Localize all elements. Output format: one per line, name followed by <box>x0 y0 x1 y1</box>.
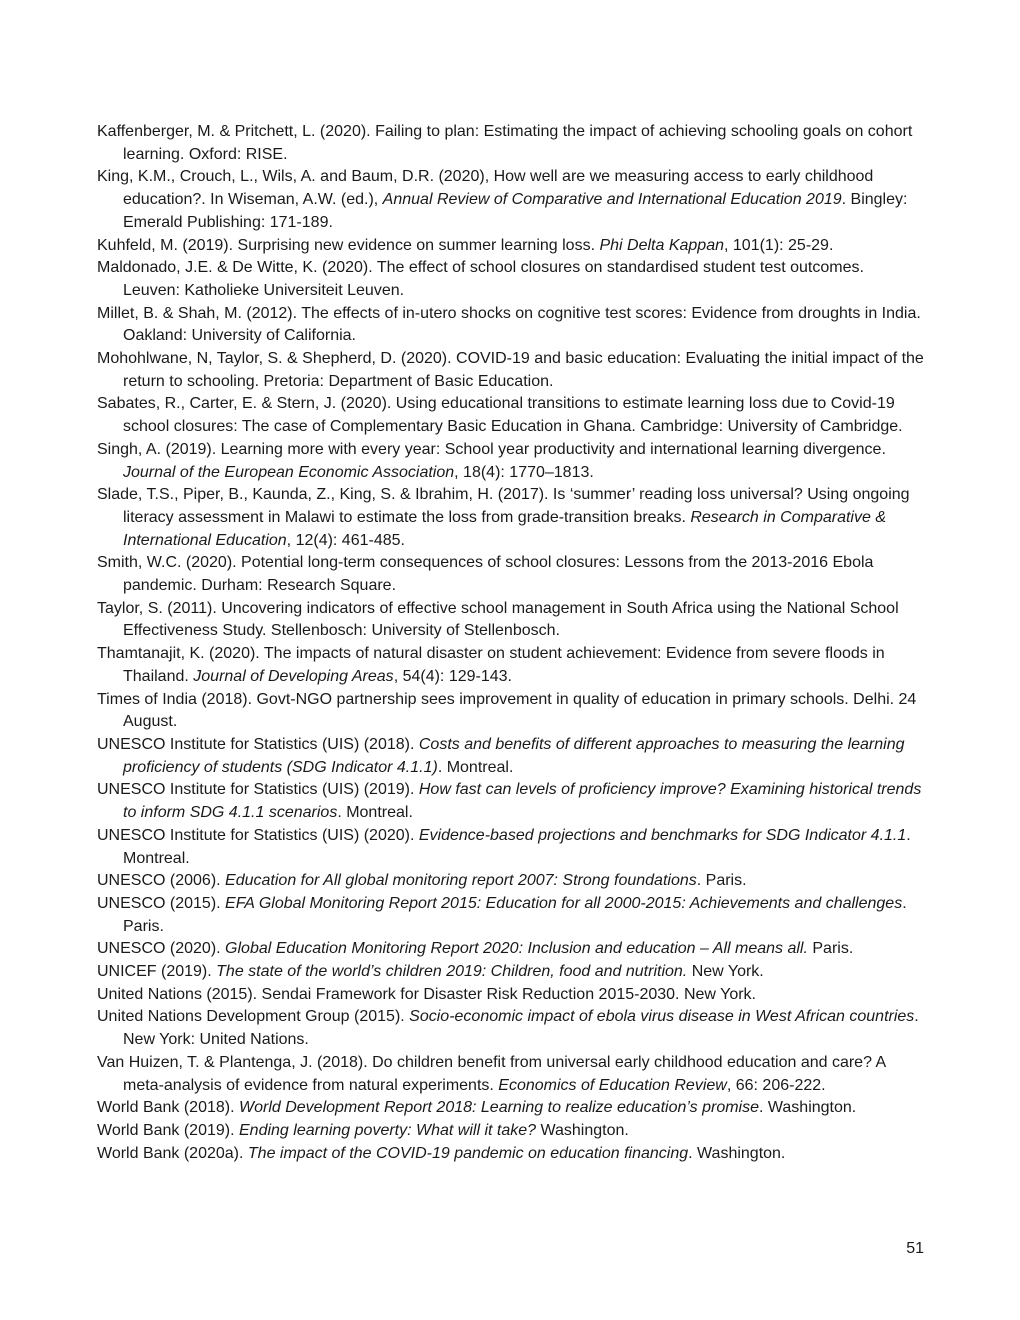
reference-text: Mohohlwane, N, Taylor, S. & Shepherd, D. (2020). COVID-19 and basic education: Evaluating the initial impact of the return to schooling. Pretoria: Department of Basic Education. <box>97 350 924 390</box>
reference-text: Van Huizen, T. & Plantenga, J. (2018). Do children benefit from universal early childhood education and care? A meta-analysis of evidence from natural experiments. <box>97 1053 886 1094</box>
reference-entry <box>97 393 925 438</box>
reference-list <box>97 121 925 1165</box>
reference-entry <box>97 166 925 234</box>
reference-title-italic: Journal of Developing Areas <box>193 667 394 685</box>
reference-text: . Montreal. <box>123 826 911 867</box>
reference-title-italic: Annual Review of Comparative and International Education 2019 <box>382 191 842 209</box>
reference-entry <box>97 257 925 302</box>
reference-title-italic: Education for All global monitoring report 2007: Strong foundations <box>225 872 697 890</box>
reference-text: UNESCO (2020). <box>97 940 226 958</box>
reference-title-italic: Evidence-based projections and benchmarks for SDG Indicator 4.1.1 <box>418 826 907 844</box>
reference-text: Sabates, R., Carter, E. & Stern, J. (2020). Using educational transitions to estimate learning loss due to Covid-19 school closures: The case of Complementary Basic Education in Ghana. Cambridge: University of Cambridge. <box>97 395 903 436</box>
reference-title-italic: Economics of Education Review <box>498 1076 727 1094</box>
reference-text: World Bank (2020a). <box>97 1144 248 1162</box>
reference-text: UNESCO (2015). <box>97 894 226 912</box>
reference-title-italic: EFA Global Monitoring Report 2015: Education for all 2000-2015: Achievements and challenges <box>225 894 903 912</box>
reference-entry <box>97 1097 925 1120</box>
reference-text: Slade, T.S., Piper, B., Kaunda, Z., King, S. & Ibrahim, H. (2017). Is ‘summer’ reading loss universal? Using ongoing literacy assessment in Malawi to estimate the loss from grade-transition breaks. <box>97 486 910 526</box>
reference-text: Paris. <box>807 940 854 958</box>
reference-entry <box>97 484 925 552</box>
reference-title-italic: World Development Report 2018: Learning to realize education’s promise <box>239 1099 759 1117</box>
reference-text: Singh, A. (2019). Learning more with every year: School year productivity and international learning divergence. <box>97 440 886 458</box>
reference-text: . Paris. <box>123 894 907 935</box>
reference-title-italic: Socio-economic impact of ebola virus disease in West African countries <box>409 1008 915 1026</box>
reference-entry <box>97 235 925 258</box>
reference-text: World Bank (2019). <box>97 1121 239 1139</box>
page-number: 51 <box>906 1240 924 1257</box>
reference-entry <box>97 961 925 984</box>
reference-text: King, K.M., Crouch, L., Wils, A. and Baum, D.R. (2020), How well are we measuring access to early childhood education?. In Wiseman, A.W. (ed.), <box>97 168 874 209</box>
reference-entry <box>97 1120 925 1143</box>
reference-text: . Montreal. <box>437 758 514 776</box>
reference-entry <box>97 870 925 893</box>
reference-title-italic: Phi Delta Kappan <box>599 236 724 254</box>
reference-entry <box>97 734 925 779</box>
reference-entry <box>97 938 925 961</box>
reference-title-italic: The state of the world’s children 2019: Children, food and nutrition. <box>216 963 688 981</box>
reference-text: UNICEF (2019). <box>97 963 217 981</box>
reference-entry <box>97 643 925 688</box>
reference-entry <box>97 984 925 1007</box>
reference-text: Millet, B. & Shah, M. (2012). The effects of in-utero shocks on cognitive test scores: Evidence from droughts in India. Oakland: University of California. <box>97 304 921 345</box>
reference-text: . New York: United Nations. <box>123 1008 919 1049</box>
reference-text: Maldonado, J.E. & De Witte, K. (2020). The effect of school closures on standardised student test outcomes. Leuven: Katholieke Universiteit Leuven. <box>97 259 864 299</box>
reference-title-italic: Research in Comparative & International Education <box>123 508 886 549</box>
reference-title-italic: Global Education Monitoring Report 2020: Inclusion and education – All means all. <box>225 940 808 958</box>
reference-entry <box>97 825 925 870</box>
reference-text: Taylor, S. (2011). Uncovering indicators of effective school management in South Africa using the National School Effectiveness Study. Stellenbosch: University of Stellenbosch. <box>97 599 899 640</box>
reference-entry <box>97 689 925 734</box>
reference-entry <box>97 1052 925 1097</box>
reference-text: Smith, W.C. (2020). Potential long-term consequences of school closures: Lessons from the 2013-2016 Ebola pandemic. Durham: Research Square. <box>97 554 874 595</box>
reference-text: Thamtanajit, K. (2020). The impacts of natural disaster on student achievement: Evidence from severe floods in Thailand. <box>97 645 885 685</box>
reference-text: . Bingley: Emerald Publishing: 171-189. <box>123 191 908 231</box>
reference-text: United Nations (2015). Sendai Framework for Disaster Risk Reduction 2015-2030. New York. <box>97 985 756 1003</box>
reference-entry <box>97 303 925 348</box>
reference-text: . Paris. <box>696 872 747 890</box>
reference-text: UNESCO Institute for Statistics (UIS) (2020). <box>97 826 419 844</box>
reference-entry <box>97 779 925 824</box>
reference-text: , 101(1): 25-29. <box>724 236 834 254</box>
reference-entry <box>97 893 925 938</box>
reference-title-italic: The impact of the COVID-19 pandemic on education financing <box>247 1144 689 1162</box>
reference-text: . Washington. <box>759 1099 857 1117</box>
reference-text: , 18(4): 1770–1813. <box>454 463 594 481</box>
reference-text: , 54(4): 129-143. <box>393 667 512 685</box>
reference-text: UNESCO (2006). <box>97 872 226 890</box>
reference-text: Kuhfeld, M. (2019). Surprising new evidence on summer learning loss. <box>97 236 600 254</box>
reference-text: World Bank (2018). <box>97 1099 239 1117</box>
reference-text: Kaffenberger, M. & Pritchett, L. (2020). Failing to plan: Estimating the impact of achieving schooling goals on cohort learning. Oxford: RISE. <box>97 123 913 163</box>
reference-text: New York. <box>687 963 764 981</box>
reference-text: . Montreal. <box>337 804 413 822</box>
reference-entry <box>97 439 925 484</box>
reference-title-italic: Ending learning poverty: What will it take? <box>239 1121 537 1139</box>
reference-entry <box>97 1006 925 1051</box>
reference-text: UNESCO Institute for Statistics (UIS) (2018). <box>97 735 419 753</box>
reference-entry <box>97 552 925 597</box>
reference-text: Washington. <box>536 1121 629 1139</box>
reference-text: , 66: 206-222. <box>726 1076 826 1094</box>
reference-text: . Washington. <box>688 1144 786 1162</box>
reference-entry <box>97 348 925 393</box>
reference-entry <box>97 121 925 166</box>
reference-title-italic: Journal of the European Economic Association <box>123 463 455 481</box>
reference-title-italic: How fast can levels of proficiency improve? Examining historical trends to inform SDG 4.1.1 scenarios <box>123 781 922 822</box>
reference-text: Times of India (2018). Govt-NGO partnership sees improvement in quality of education in primary schools. Delhi. 24 August. <box>97 690 917 731</box>
reference-text: , 12(4): 461-485. <box>286 531 405 549</box>
reference-text: United Nations Development Group (2015). <box>97 1008 410 1026</box>
reference-entry <box>97 598 925 643</box>
reference-text: UNESCO Institute for Statistics (UIS) (2019). <box>97 781 419 799</box>
reference-title-italic: Costs and benefits of different approaches to measuring the learning proficiency of students (SDG Indicator 4.1.1) <box>123 735 905 776</box>
reference-entry <box>97 1143 925 1166</box>
